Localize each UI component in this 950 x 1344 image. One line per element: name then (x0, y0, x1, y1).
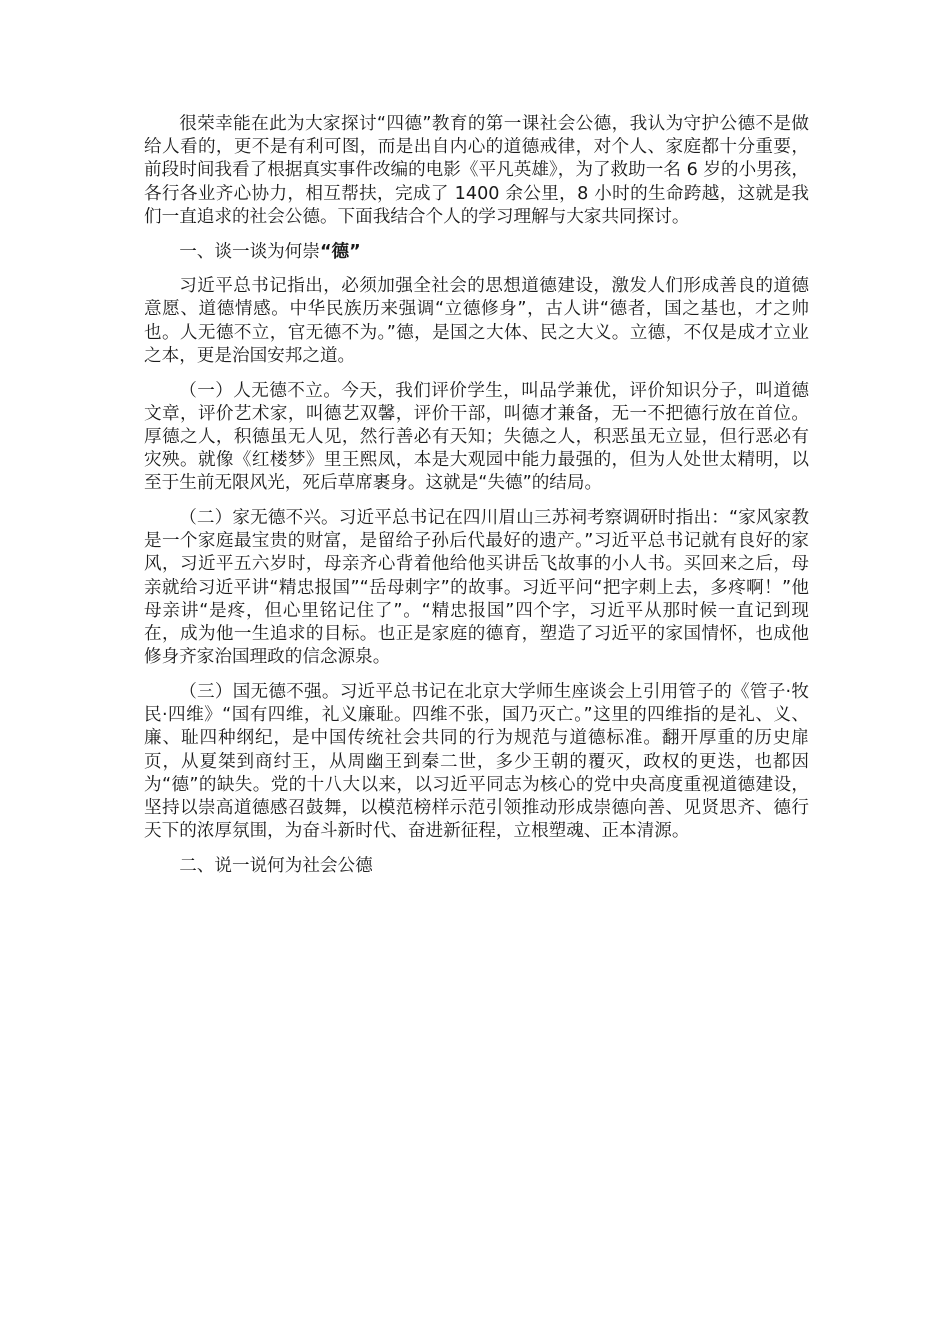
document-page (144, 113, 809, 890)
intro-paragraph: 很荣幸能在此为大家探讨“四德”教育的第一课社会公德，我认为守护公德不是做给人看的，更不是有利可图，而是出自内心的道德戒律，对个人、家庭都十分重要，前段时间我看了根据真实事件改编的电影《平凡英雄》，为了救助一名 6 岁的小男孩，各行各业齐心协力，相互帮扶，完成了 1400 余公里，8 小时的生命跨越，这就是我们一直追求的社会公德。下面我结合个人的学习理解与大家共同探讨。 (144, 114, 809, 227)
point-3-paragraph: （三）国无德不强。习近平总书记在北京大学师生座谈会上引用管子的《管子·牧民·四维》“国有四维，礼义廉耻。四维不张，国乃灭亡。”这里的四维指的是礼、义、廉、耻四种纲纪，是中国传统社会共同的行为规范与道德标准。翻开厚重的历史扉页，从夏桀到商纣王，从周幽王到秦二世，多少王朝的覆灭，政权的更迭，也都因为“德”的缺失。党的十八大以来，以习近平同志为核心的党中央高度重视道德建设，坚持以崇高道德感召鼓舞，以模范榜样示范引领推动形成崇德向善、见贤思齐、德行天下的浓厚氛围，为奋斗新时代、奋进新征程，立根塑魂、正本清源。 (144, 681, 809, 842)
point-1-paragraph: （一）人无德不立。今天，我们评价学生，叫品学兼优，评价知识分子，叫道德文章，评价艺术家，叫德艺双馨，评价干部，叫德才兼备，无一不把德行放在首位。厚德之人，积德虽无人见，然行善必有天知；失德之人，积恶虽无立显，但行恶必有灾殃。就像《红楼梦》里王熙凤，本是大观园中能力最强的，但为人处世太精明，以至于生前无限风光，死后草席裹身。这就是“失德”的结局。 (144, 380, 809, 494)
section-heading-2: 二、说一说何为社会公德 (179, 855, 373, 876)
section-heading-1-text: 一、谈一谈为何崇 (179, 241, 320, 262)
point-2-paragraph: （二）家无德不兴。习近平总书记在四川眉山三苏祠考察调研时指出：“家风家教是一个家庭最宝贵的财富，是留给子孙后代最好的遗产。”习近平总书记就有良好的家风，习近平五六岁时，母亲齐心背着他给他买讲岳飞故事的小人书。买回来之后，母亲就给习近平讲“精忠报国”“岳母刺字”的故事。习近平问“把字刺上去，多疼啊！”他母亲讲“是疼，但心里铭记住了”。“精忠报国”四个字，习近平从那时候一直记到现在，成为他一生追求的目标。也正是家庭的德育，塑造了习近平的家国情怀，也成他修身齐家治国理政的信念源泉。 (144, 508, 809, 668)
section-heading-1-emphasis: “德” (319, 241, 361, 262)
section-heading-1 (144, 241, 809, 264)
section1-body-paragraph: 习近平总书记指出，必须加强全社会的思想道德建设，激发人们形成善良的道德意愿、道德情感。中华民族历来强调“立德修身”，古人讲“德者，国之基也，才之帅也。人无德不立，官无德不为。”德，是国之大体、民之大义。立德，不仅是成才立业之本，更是治国安邦之道。 (144, 276, 809, 366)
